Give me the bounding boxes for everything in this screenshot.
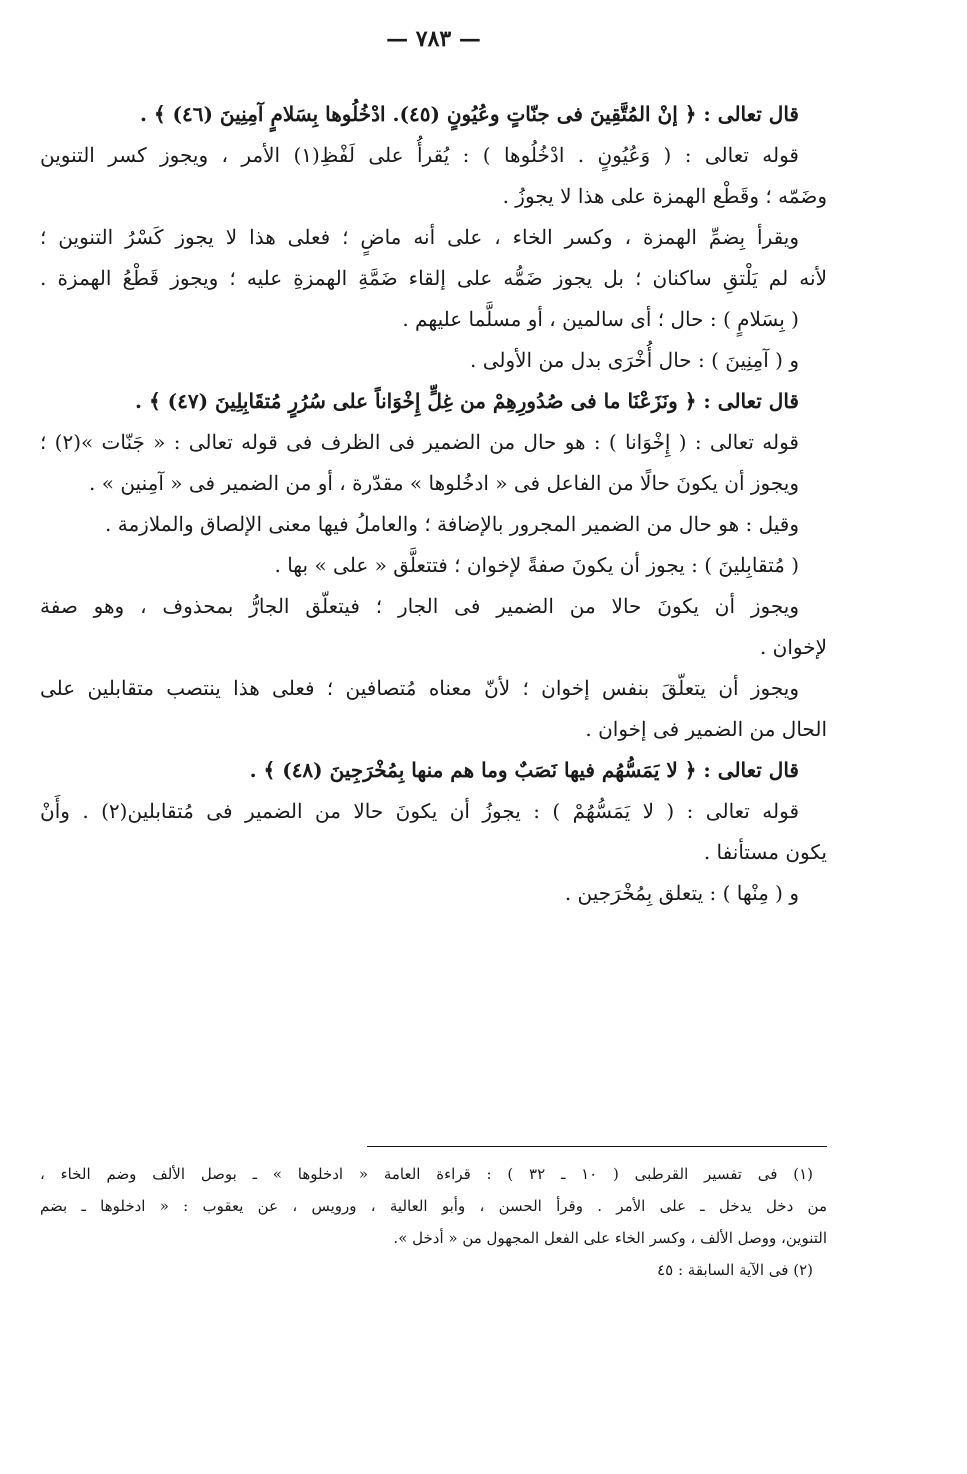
text-line: وضَمّه ؛ وقَطْع الهمزة على هذا لا يجوزُ .: [502, 184, 827, 208]
text-line: ( مُتقابِلينَ ) : يجوز أن يكونَ صفةً لإخوان ؛ فتتعلَّق « على » بها .: [274, 553, 799, 577]
page-number: — ٧٨٣ —: [386, 26, 481, 52]
text-line: قال تعالى : ﴿ إنْ المُتَّقِينَ فى جنّاتٍ وعُيُونٍ (٤٥). ادْخُلُوها بِسَلامٍ آمِنِينَ (٤٦) ﴾ .: [139, 102, 799, 126]
footnote-line: (٢) فى الآية السابقة : ٤٥: [657, 1261, 813, 1279]
footnote-line: التنوين، ووصل الألف ، وكسر الخاء على الفعل المجهول من « أدخل ».: [393, 1229, 827, 1247]
text-line: و ( مِنْها ) : يتعلق بِمُخْرَجين .: [564, 881, 799, 905]
text-line: قوله تعالى : ( وَعُيُونٍ . ادْخُلُوها ) : يُقرأُ على لَفْظِ(١) الأمر ، ويجوز كسر التنوين: [40, 143, 799, 167]
text-line: لأنه لم يَلْتقِ ساكنان ؛ بل يجوز ضَمُّه على إلقاء ضَمَّةِ الهمزةِ عليه ؛ ويجوز قَطْعُ الهمزة .: [40, 266, 827, 290]
main-text: [40, 94, 827, 914]
text-line: الحال من الضمير فى إخوان .: [585, 717, 827, 741]
text-line: قال تعالى : ﴿ ونَزَعْنَا ما فى صُدُورِهِمْ من غِلٍّ إِخْوَاناً على سُرُرٍ مُتقَابِلِينَ (٤٧) ﴾ .: [135, 389, 799, 413]
footnote-line: (١) فى تفسير القرطبى ( ١٠ ـ ٣٢ ) : قراءة العامة « ادخلوها » ـ بوصل الألف وضم الخاء ،: [40, 1165, 813, 1183]
text-line: ( بِسَلامٍ ) : حال ؛ أى سالمين ، أو مسلَّما عليهم .: [402, 307, 799, 331]
text-line: ويجوز أن يكونَ حالًا من الفاعل فى « ادخُلوها » مقدّرة ، أو من الضمير فى « آمِنين » .: [89, 471, 799, 495]
footnote-divider: [367, 1146, 827, 1147]
footnotes: [40, 1158, 827, 1286]
text-line: يكون مستأنفا .: [703, 840, 827, 864]
text-line: ويقرأ بِضمِّ الهمزة ، وكسر الخاء ، على أنه ماضٍ ؛ فعلى هذا لا يجوز كَسْرُ التنوين ؛: [40, 225, 799, 249]
text-line: ويجوز أن يتعلّقَ بنفس إخوان ؛ لأنّ معناه مُتصافين ؛ فعلى هذا ينتصب متقابلين على: [40, 676, 799, 700]
text-line: ويجوز أن يكونَ حالا من الضمير فى الجار ؛ فيتعلّق الجارُّ بمحذوف ، وهو صفة: [40, 594, 799, 618]
text-line: قال تعالى : ﴿ لا يَمَسُّهُم فيها نَصَبٌ وما هم منها بِمُخْرَجِينَ (٤٨) ﴾ .: [249, 758, 799, 782]
text-line: وقيل : هو حال من الضمير المجرور بالإضافة ؛ والعاملُ فيها معنى الإلصاق والملازمة .: [105, 512, 799, 536]
text-line: قوله تعالى : ( إِخْوَانا ) : هو حال من الضمير فى الظرف فى قوله تعالى : « جَنّات »(٢) ؛: [40, 430, 799, 454]
text-line: لإخوان .: [759, 635, 827, 659]
book-page: [40, 0, 827, 1474]
text-line: و ( آمِنِينَ ) : حال أُخْرَى بدل من الأولى .: [469, 348, 799, 372]
text-line: قوله تعالى : ( لا يَمَسُّهُمْ ) : يجوزُ أن يكونَ حالا من الضمير فى مُتقابلين(٢) . وأَنْ: [40, 799, 800, 823]
footnote-line: من دخل يدخل ـ على الأمر . وقرأ الحسن ، وأبو العالية ، ورويس ، عن يعقوب : « ادخلوها ـ بضم: [40, 1197, 827, 1215]
